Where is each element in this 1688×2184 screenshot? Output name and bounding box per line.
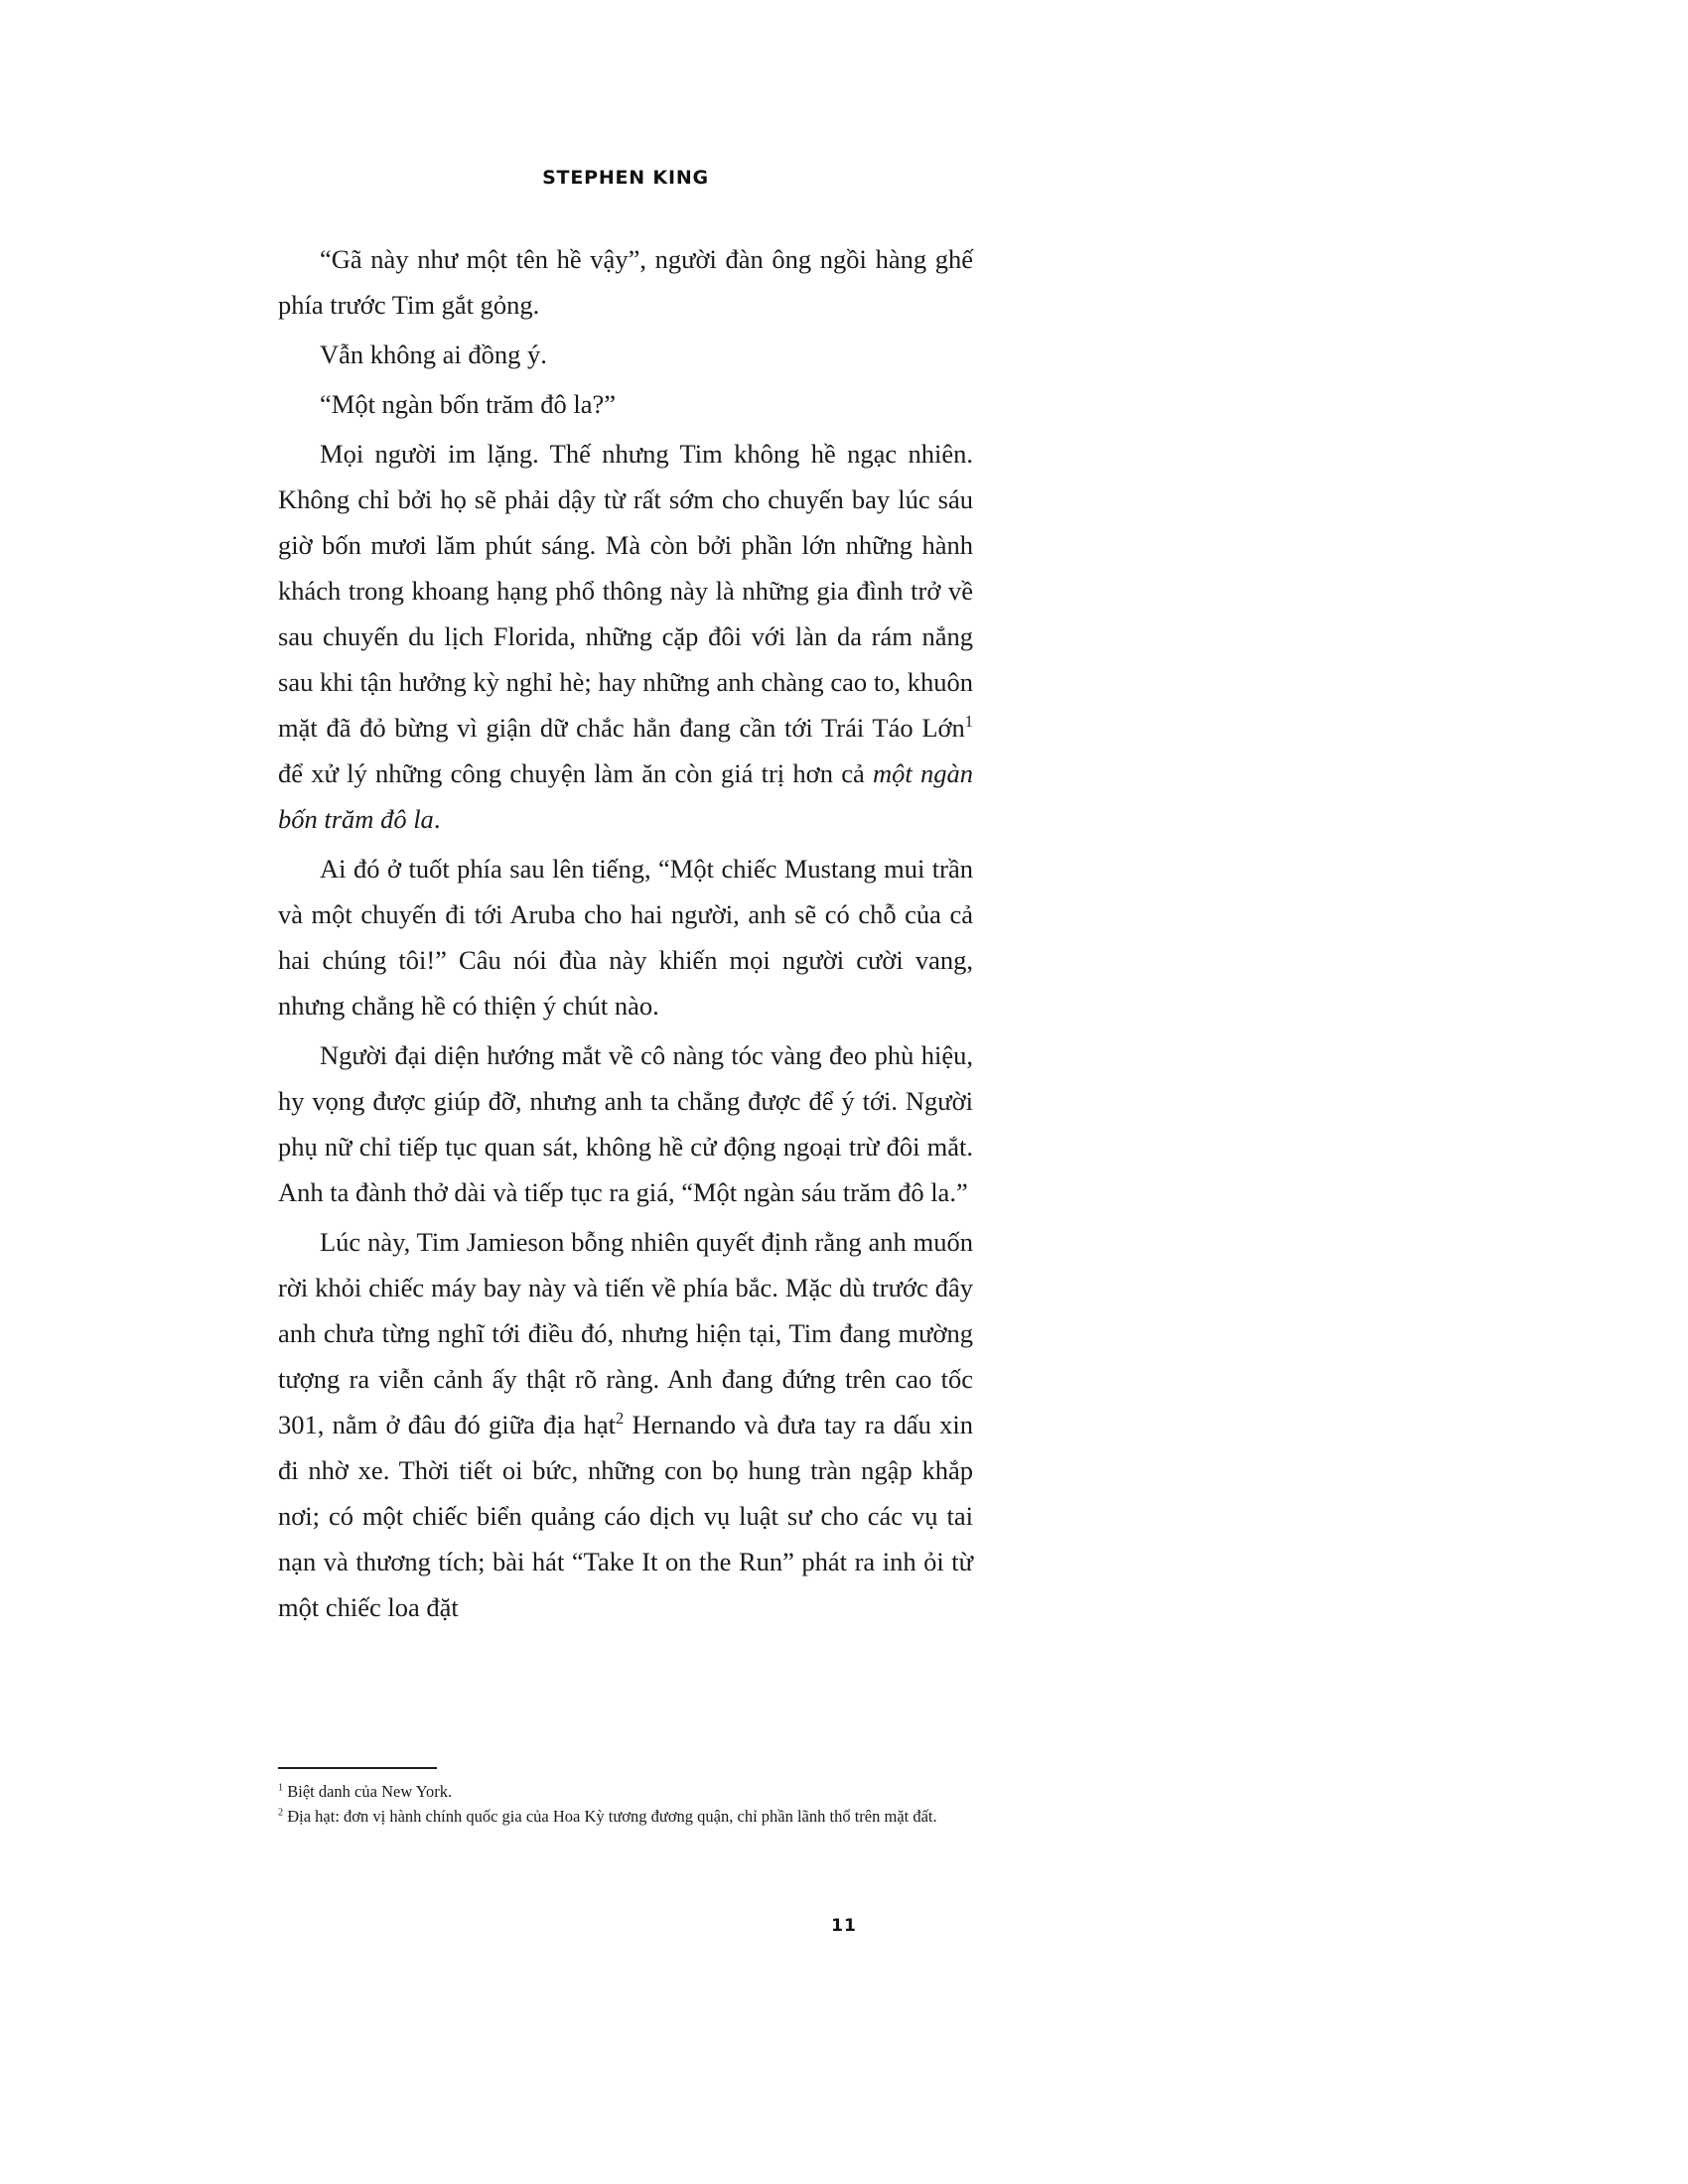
footnote-marker: 2 <box>278 1807 284 1819</box>
footnote-marker: 1 <box>278 1782 284 1794</box>
footnote-area <box>278 1767 973 1829</box>
paragraph: Người đại diện hướng mắt về cô nàng tóc vàng đeo phù hiệu, hy vọng được giúp đỡ, nhưng anh ta chẳng được để ý tới. Người phụ nữ chỉ tiếp tục quan sát, không hề cử động ngoại trừ đôi mắt. Anh ta đành thở dài và tiếp tục ra giá, “Một ngàn sáu trăm đô la.” <box>278 1040 973 1207</box>
footnote: $^2$ Địa hạt: đơn vị hành chính quốc gia của Hoa Kỳ tương đương quận, chỉ phần lãnh thổ trên mặt đất. <box>278 1807 937 1826</box>
text-column <box>278 167 973 1630</box>
paragraph: Ai đó ở tuốt phía sau lên tiếng, “Một chiếc Mustang mui trần và một chuyến đi tới Aruba cho hai người, anh sẽ có chỗ của cả hai chúng tôi!” Câu nói đùa này khiến mọi người cười vang, nhưng chẳng hề có thiện ý chút nào. <box>278 854 973 1021</box>
footnote-reference: 1 <box>964 712 973 732</box>
page-number: 11 <box>831 1916 857 1936</box>
running-head: STEPHEN KING <box>542 167 709 189</box>
footnote-reference: 2 <box>616 1409 625 1429</box>
footnote-separator <box>278 1767 437 1769</box>
paragraph: “Gã này như một tên hề vậy”, người đàn ông ngồi hàng ghế phía trước Tim gắt gỏng. <box>278 244 973 320</box>
paragraph: Mọi người im lặng. Thế nhưng Tim không hề ngạc nhiên. Không chỉ bởi họ sẽ phải dậy từ rất sớm cho chuyến bay lúc sáu giờ bốn mươi lăm phút sáng. Mà còn bởi phần lớn những hành khách trong khoang hạng phổ thông này là những gia đình trở về sau chuyến du lịch Florida, những cặp đôi với làn da rám nắng sau khi tận hưởng kỳ nghỉ hè; hay những anh chàng cao to, khuôn mặt đã đỏ bừng vì giận dữ chắc hẳn đang cần tới Trái Táo Lớn$^1$ để xử lý những công chuyện làm ăn còn giá trị hơn cả một ngàn bốn trăm đô la. <box>278 439 974 834</box>
paragraph: Vẫn không ai đồng ý. <box>320 340 547 369</box>
paragraph: Lúc này, Tim Jamieson bỗng nhiên quyết định rằng anh muốn rời khỏi chiếc máy bay này và tiến về phía bắc. Mặc dù trước đây anh chưa từng nghĩ tới điều đó, nhưng hiện tại, Tim đang mường tượng ra viễn cảnh ấy thật rõ ràng. Anh đang đứng trên cao tốc 301, nằm ở đâu đó giữa địa hạt$^2$ Hernando và đưa tay ra dấu xin đi nhờ xe. Thời tiết oi bức, những con bọ hung tràn ngập khắp nơi; có một chiếc biển quảng cáo dịch vụ luật sư cho các vụ tai nạn và thương tích; bài hát “Take It on the Run” phát ra inh ỏi từ một chiếc loa đặt <box>278 1227 973 1622</box>
paragraph: “Một ngàn bốn trăm đô la?” <box>320 389 617 419</box>
italic-text: một ngàn bốn trăm đô la <box>278 758 974 834</box>
footnote: $^1$ Biệt danh của New York. <box>278 1782 453 1801</box>
